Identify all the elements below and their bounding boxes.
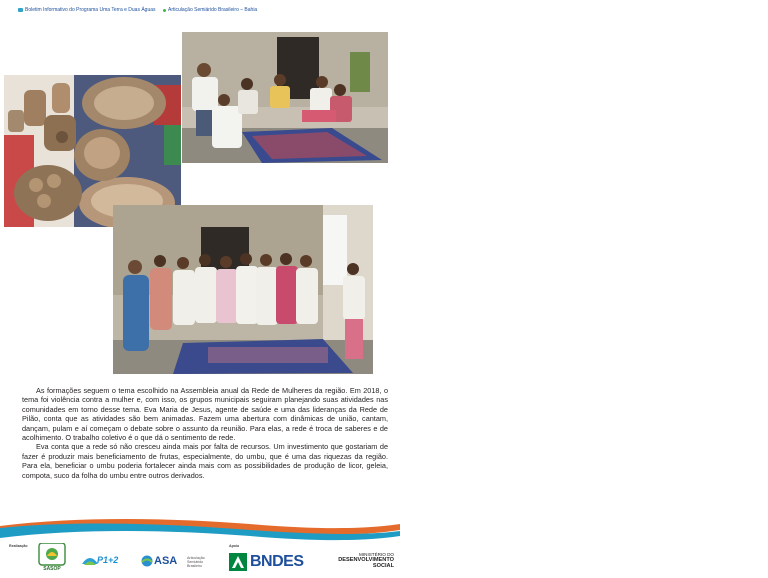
article-paragraph: Eva conta que a rede só não cresceu ainda mais por falta de recursos. Um investimento que gostariam de fazer é produzir mais beneficiamento de frutas, especialmente, do umbu, que é uma das riquezas da região. Para ela, beneficiar o umbu poderia fortalecer ainda mais com as possibilidades de produção de licor, geleia, compota, suco da folha do umbu entre outros derivados. [22,442,388,480]
article-body [22,386,388,480]
ministerio-line1: MINISTÉRIO DO [359,552,394,557]
ministerio-line3: SOCIAL [372,563,394,569]
asa-logo [141,554,213,572]
realizacao-label: Realização [9,544,28,548]
meeting-image [182,32,388,163]
asa-text: ASA [154,555,178,567]
program-mark-icon [18,8,23,12]
article-paragraph: As formações seguem o tema escolhido na Assembleia anual da Rede de Mulheres da região. Em 2018, o tema foi violência contra a mulher e, com isso, os grupos municipais seguiram planejando suas atividades nas comunidades em torno desse tema. Eva Maria de Jesus, agente de saúde e uma das lideranças da Rede de Pilão, conta que as atividades são bem animadas. Fazem uma abertura com dinâmicas de união, cantam, dançam, pulam e aí começam o debate sobre o assunto da reunião. Para elas, a rede é troca de saberes e de acolhimento. O trabalho coletivo é o que dá o sentimento de rede. [22,386,388,443]
photo-group [113,205,373,374]
asa-globe-icon [141,555,153,567]
ministerio-line2: DESENVOLVIMENTO [338,557,394,563]
photo-meeting [182,32,388,163]
group-image [113,205,373,374]
sasop-logo [38,543,66,573]
bndes-logo [229,553,315,571]
decorative-wave [0,514,400,544]
p1mais2-text: P1+2 [97,555,119,565]
bndes-mark-icon [229,553,247,571]
asa-subtitle: Articulação Semiárido Brasileiro [187,556,205,568]
sasop-text: SASOP [43,566,61,572]
p1mais2-logo [80,552,122,570]
ministerio-logo [332,552,394,572]
header-asa-bahia: Articulação Semiárido Brasileiro – Bahia [163,7,257,13]
apoio-label: Apoio [229,544,240,548]
bullet-icon [163,9,166,12]
header-program-title: Boletim Informativo do Programa Uma Terra e Duas Águas [18,7,156,13]
bndes-text: BNDES [250,553,304,570]
